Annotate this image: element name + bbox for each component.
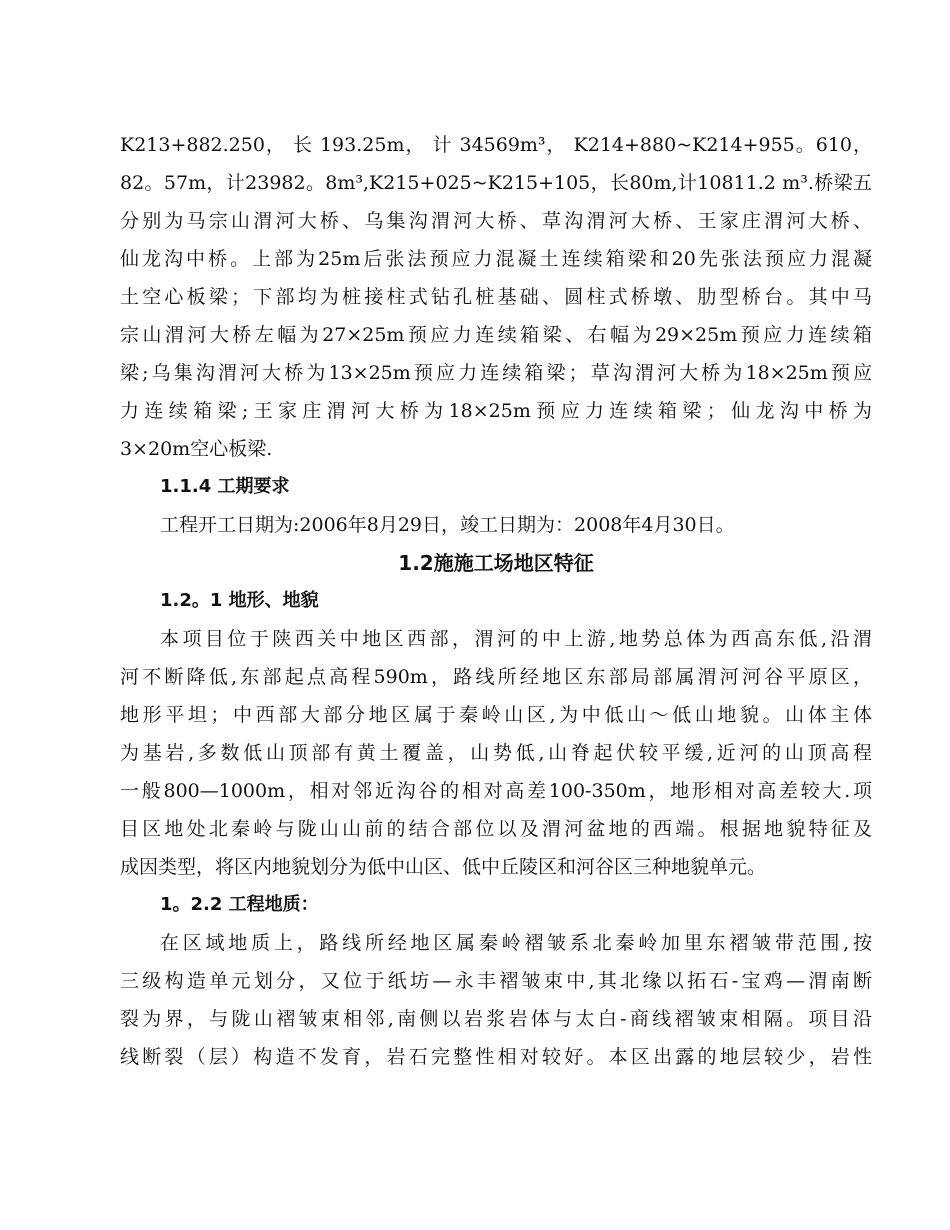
text-line: 三级构造单元划分，又位于纸坊—永丰褶皱束中,其北缘以拓石-宝鸡—渭南断: [120, 970, 872, 992]
text-line: 线断裂（层）构造不发育，岩石完整性相对较好。本区出露的地层较少，岩性: [120, 1046, 872, 1068]
text-line: 土空心板梁；下部均为桩接柱式钻孔桩基础、圆柱式桥墩、肋型桥台。其中马: [120, 286, 872, 308]
text-line: 为基岩,多数低山顶部有黄土覆盖，山势低,山脊起伏较平缓,近河的山顶高程: [120, 742, 872, 764]
text-line: 一般800—1000m，相对邻近沟谷的相对高差100-350m，地形相对高差较大.项: [120, 780, 872, 802]
text-line: 裂为界，与陇山褶皱束相邻,南侧以岩浆岩体与太白-商线褶皱束相隔。项目沿: [120, 1008, 872, 1030]
terrain-paragraph: [120, 620, 872, 886]
heading-geology: 1。2.2 工程地质：: [160, 894, 319, 915]
schedule-paragraph: 工程开工日期为:2006年8月29日，竣工日期为：2008年4月30日。: [160, 514, 735, 536]
text-line: 目区地处北秦岭与陇山山前的结合部位以及渭河盆地的西端。根据地貌特征及: [120, 818, 872, 840]
text-line: 本项目位于陕西关中地区西部，渭河的中上游,地势总体为西高东低,沿渭: [160, 628, 872, 650]
text-line: 82。57m，计23982。8m³,K215+025~K215+105，长80m,计10811.2 m³.桥梁五: [120, 172, 872, 194]
text-line: 分别为马宗山渭河大桥、乌集沟渭河大桥、草沟渭河大桥、王家庄渭河大桥、: [120, 210, 872, 232]
text-line: 河不断降低,东部起点高程590m，路线所经地区东部局部属渭河河谷平原区，: [120, 666, 872, 688]
text-line: 地形平坦；中西部大部分地区属于秦岭山区,为中低山～低山地貌。山体主体: [120, 704, 872, 726]
document-body: [120, 126, 872, 1076]
text-line: 成因类型，将区内地貌划分为低中山区、低中丘陵区和河谷区三种地貌单元。: [120, 856, 767, 878]
text-line: K213+882.250， 长 193.25m， 计 34569m³， K214+880~K214+955。610，: [120, 134, 872, 156]
section-title: 1.2施施工场地区特征: [398, 551, 594, 575]
intro-paragraph: [120, 126, 872, 468]
heading-schedule: 1.1.4 工期要求: [160, 476, 290, 497]
heading-terrain: 1.2。1 地形、地貌: [160, 590, 319, 611]
text-line: 3×20m空心板梁.: [120, 438, 273, 460]
text-line: 梁;乌集沟渭河大桥为13×25m预应力连续箱梁；草沟渭河大桥为18×25m预应: [120, 362, 872, 384]
geology-paragraph: [120, 924, 872, 1076]
text-line: 仙龙沟中桥。上部为25m后张法预应力混凝土连续箱梁和20先张法预应力混凝: [120, 248, 872, 270]
text-line: 在区域地质上，路线所经地区属秦岭褶皱系北秦岭加里东褶皱带范围,按: [160, 932, 872, 954]
text-line: 力连续箱梁;王家庄渭河大桥为18×25m预应力连续箱梁；仙龙沟中桥为: [120, 400, 872, 422]
text-line: 宗山渭河大桥左幅为27×25m预应力连续箱梁、右幅为29×25m预应力连续箱: [120, 324, 872, 346]
